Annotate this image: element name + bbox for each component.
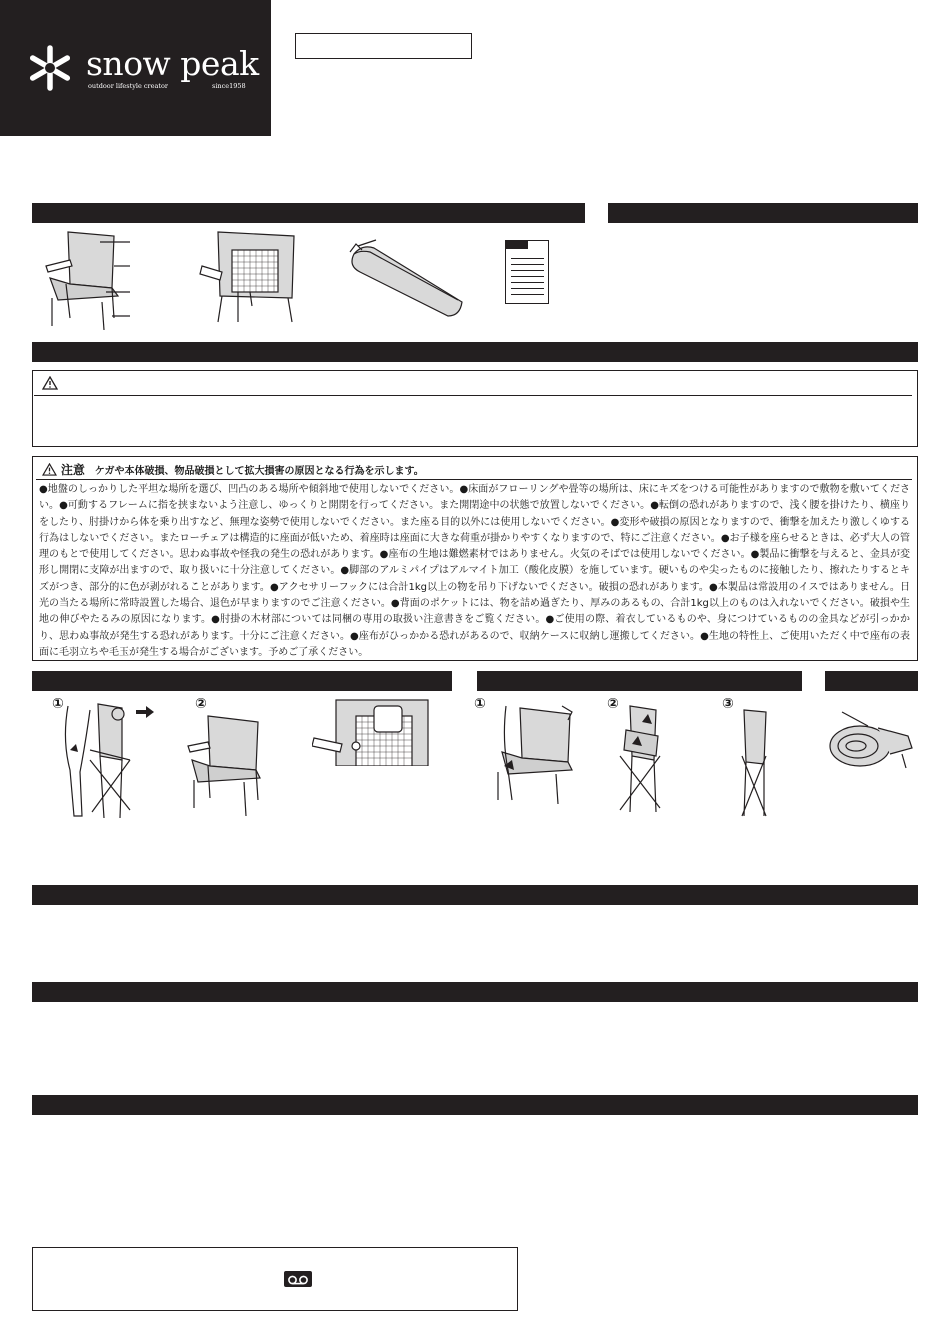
snowflake-logo-icon — [26, 44, 74, 92]
chair-illustration — [40, 226, 140, 334]
manual-document-icon — [505, 240, 549, 304]
section-bar-warranty — [32, 1095, 918, 1115]
setup-step-pocket-illustration — [312, 698, 440, 766]
storage-case-illustration — [340, 236, 470, 318]
section-bar-safety — [32, 342, 918, 362]
chair-back-pocket-illustration — [198, 226, 308, 326]
brand-since: since1958 — [212, 82, 246, 90]
section-bar-storage — [825, 671, 918, 691]
section-bar-care — [32, 885, 918, 905]
fold-step-1-illustration — [484, 700, 584, 806]
setup-step-1-illustration — [60, 700, 160, 822]
contact-box — [32, 1247, 518, 1311]
caution-title: 注意 — [60, 463, 85, 477]
setup-step-1-number: ① — [52, 696, 64, 712]
storage-roll-illustration — [828, 704, 918, 770]
caution-subtitle: ケガや本体破損、物品破損として拡大損害の原因となる行為を示します。 — [94, 466, 424, 477]
section-bar-setup — [32, 671, 452, 691]
warning-header — [34, 373, 912, 396]
caution-body: ●地盤のしっかりした平坦な場所を選び、凹凸のある場所や傾斜地で使用しないでください。●床面がフローリングや畳等の場所は、床にキズをつける可能性がありますので敷物を敷いてください。●可動するフレームに指を挟まないよう注意し、ゆっくりと開閉を行ってください。また開閉途中の状態で放置しないでください。●転倒の恐れがありますので、浅く腰を掛けたり、横座りをしたり、肘掛けから体を乗り出すなど、無理な姿勢で使用しないでください。また座る目的以外には使用しないでください。●変形や破損の原因となりますので、衝撃を加えたり激しくゆする行為はしないでください。またローチェアは構造的に座面が低いため、着座時は座面に大きな荷重が掛かりやすくなりますので、特にご注意ください。●お子様を座らせるときは、必ず大人の管理のもとで使用してください。思わぬ事故や怪我の発生の恐れがあります。●座布の生地は難燃素材ではありません。火気のそばでは使用しないでください。●製品に衝撃を与えると、金具が変形し開閉に支障が出ますので、取り扱いに十分注意してください。●脚部のアルミパイプはアルマイト加工（酸化皮膜）を施しています。硬いものや尖ったものに接触したり、擦れたりするとキズがつき、部分的に色が剥がれることがあります。●アクセサリーフックには合計1kg以上の物を吊り下げないでください。破損の恐れがあります。●本製品は常設用のイスではありません。日光の当たる場所に常時設置した場合、退色が早まりますのでご注意ください。●背面のポケットには、物を詰め過ぎたり、厚みのあるもの、合計1kg以上のものは入れないでください。破損や生地の伸びやたるみの原因になります。●肘掛の木材部については同梱の専用の取扱い注意書きをご覧ください。●ご使用の際、着衣しているものや、身につけているものの金具などが引っかかり、思わぬ事故が発生する恐れがあります。十分にご注意ください。●座布がひっかかる恐れがあるので、収納ケースに収納し運搬してください。●生地の特性上、ご使用いただく中で座布の表面に毛羽立ちや毛玉が発生する場合がございます。予めご了承ください。 — [39, 484, 910, 658]
caution-divider — [36, 479, 912, 480]
setup-step-2-illustration — [186, 712, 266, 822]
brand-name: snow peak — [86, 44, 259, 83]
caution-heading — [42, 461, 424, 478]
caution-triangle-icon — [42, 463, 57, 476]
free-dial-icon — [284, 1271, 312, 1287]
section-bar-components — [32, 203, 585, 223]
section-bar-maintenance — [32, 982, 918, 1002]
fold-step-3-illustration — [734, 706, 774, 818]
brand-tagline: outdoor lifestyle creator — [88, 82, 168, 90]
setup-step-2-number: ② — [195, 696, 207, 712]
warning-triangle-icon — [42, 376, 58, 390]
arrow-icon — [136, 706, 154, 718]
section-bar-folding — [477, 671, 802, 691]
section-bar-specs — [608, 203, 918, 223]
fold-step-2-number: ② — [607, 696, 619, 712]
fold-step-1-number: ① — [474, 696, 486, 712]
model-number-box — [295, 33, 472, 59]
fold-step-3-number: ③ — [722, 696, 734, 712]
fold-step-2-illustration — [612, 700, 668, 816]
